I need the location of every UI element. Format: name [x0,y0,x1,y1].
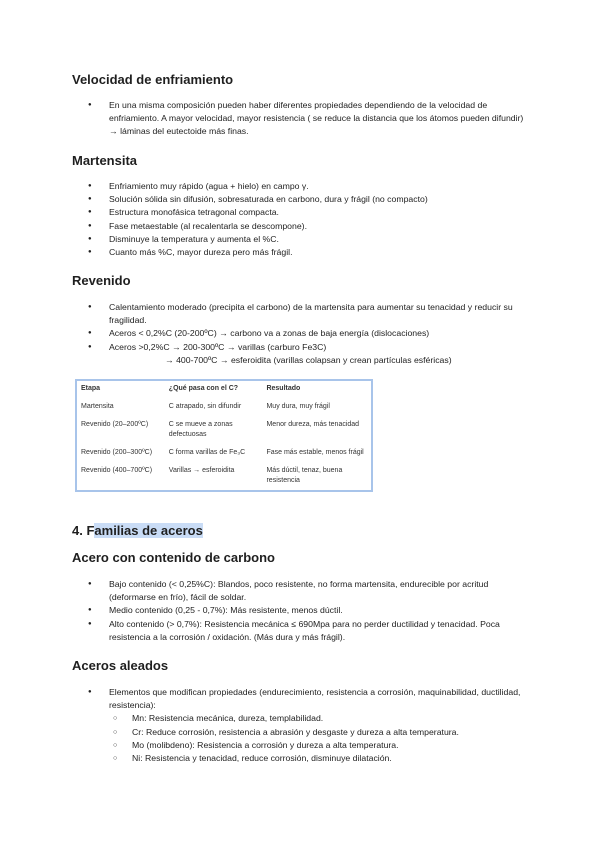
list-item: ● Bajo contenido (< 0,25%C): Blandos, poco resistente, no forma martensita, endurecible por acritud (deformarse en frío), fácil de soldar. [88,578,528,604]
list-item: ● Solución sólida sin difusión, sobresaturada en carbono, dura y frágil (no compacto) [88,193,528,206]
table-header-row [76,380,372,398]
table-cell: C se mueve a zonas defectuosas [168,421,233,438]
heading-highlight: amilias de aceros [94,523,203,538]
table-cell: Menor dureza, más tenacidad [266,421,360,428]
table-row [76,462,372,491]
list-velocidad [88,99,528,139]
table-cell: Varillas → esferoidita [168,467,235,474]
list-carbono [88,578,528,644]
list-item: ● Aceros >0,2%C → 200-300ºC → varillas (carburo Fe3C) [88,341,528,354]
continuation-line: → 400-700ºC → esferoidita (varillas colapsan y crean partículas esféricas) [165,354,452,365]
table-row [76,444,372,462]
heading-revenido: Revenido [72,273,131,288]
sublist-item: ○ Mn: Resistencia mecánica, dureza, templabilidad. [109,712,528,725]
sublist-item: ○ Cr: Reduce corrosión, resistencia a abrasión y desgaste y dureza a alta temperatura. [109,726,528,739]
table-row [76,416,372,444]
table-header: Resultado [266,385,301,392]
list-item: ● En una misma composición pueden haber diferentes propiedades dependiendo de la velocidad de enfriamiento. A mayor velocidad, mayor resistencia ( se reduce la distancia que los átomos pueden difundir) → láminas del eutectoide más finas. [88,99,528,139]
sublist-elementos [109,712,528,765]
list-item: ● Medio contenido (0,25 - 0,7%): Más resistente, menos dúctil. [88,604,528,617]
list-aleados [88,686,528,765]
table-cell: Revenido (20–200ºC) [81,421,149,428]
list-item: ● Cuanto más %C, mayor dureza pero más frágil. [88,246,528,259]
table-cell: C atrapado, sin difundir [168,403,242,410]
list-item: ● Enfriamiento muy rápido (agua + hielo) en campo γ. [88,180,528,193]
revenido-table [75,379,373,492]
list-item: ● Alto contenido (> 0,7%): Resistencia mecánica ≤ 690Mpa para no perder ductilidad y tenacidad. Poca resistencia a la corrosión / oxidación. (Más dura y más frágil). [88,618,528,644]
heading-velocidad: Velocidad de enfriamiento [72,72,234,87]
list-item: ● Calentamiento moderado (precipita el carbono) de la martensita para aumentar su tenacidad y reducir su fragilidad. [88,301,528,327]
heading-carbono: Acero con contenido de carbono [72,550,275,565]
table-cell: Muy dura, muy frágil [266,403,330,410]
list-item [88,686,528,765]
sublist-item: ○ Ni: Resistencia y tenacidad, reduce corrosión, disminuye dilatación. [109,752,528,765]
table-cell: Revenido (200–300ºC) [81,449,153,456]
heading-aleados: Aceros aleados [72,658,169,673]
table-cell: Martensita [81,403,114,410]
table-cell: Revenido (400–700ºC) [81,467,153,474]
list-item: ● Disminuye la temperatura y aumenta el %C. [88,233,528,246]
list-item: ● Aceros < 0,2%C (20-200ºC) → carbono va a zonas de baja energía (dislocaciones) [88,327,528,340]
list-revenido [88,301,528,367]
list-item-text: Elementos que modifican propiedades (endurecimiento, resistencia a corrosión, maquinabilidad, ductilidad, resistencia): [109,687,521,711]
table-cell: Más dúctil, tenaz, buena resistencia [266,467,343,484]
table-cell: C forma varillas de Fe₃C [168,449,246,456]
heading-familias [72,523,203,538]
table-row [76,398,372,416]
table-header: Etapa [81,385,101,392]
table-cell: Fase más estable, menos frágil [266,449,364,456]
heading-number: 4. F [72,523,95,538]
sublist-item: ○ Mo (molibdeno): Resistencia a corrosión y dureza a alta temperatura. [109,739,528,752]
table-header: ¿Qué pasa con el C? [168,385,239,392]
list-martensita [88,180,528,259]
list-item: ● Fase metaestable (al recalentarla se descompone). [88,220,528,233]
heading-martensita: Martensita [72,153,138,168]
list-item: ● Estructura monofásica tetragonal compacta. [88,206,528,219]
